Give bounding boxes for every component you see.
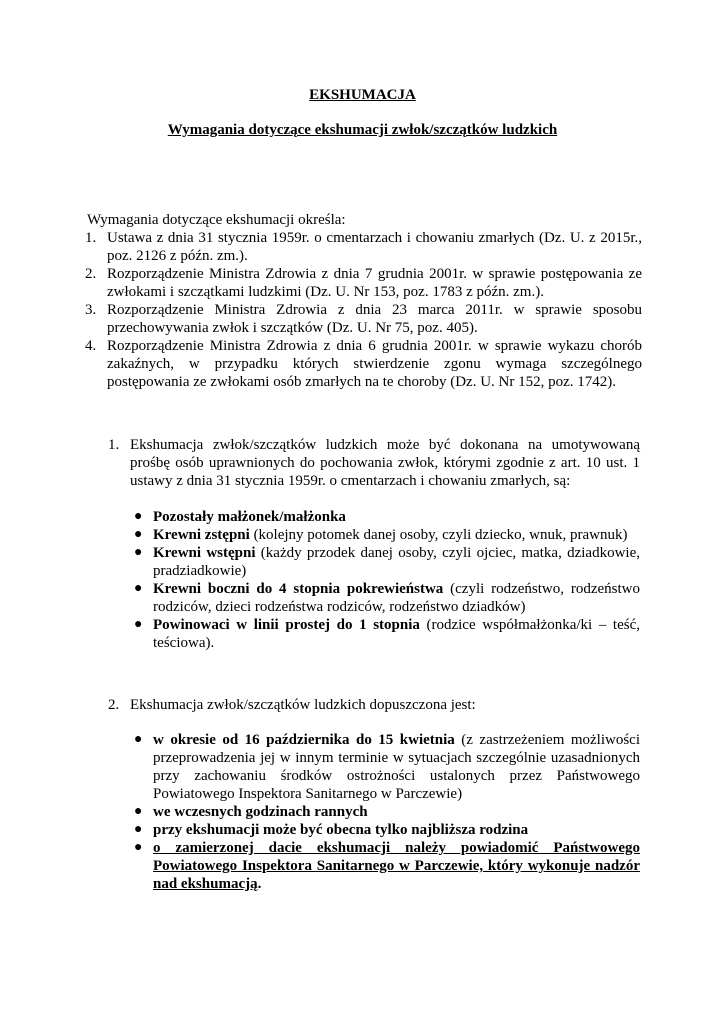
bullet-icon: ●	[134, 822, 143, 837]
list-item: ● Krewni boczni do 4 stopnia pokrewieństwa (czyli rodzeństwo, rodzeństwo rodziców, dzieci rodzeństwa rodziców, rodzeństwo dziadków)	[134, 581, 640, 615]
bullet-icon: ●	[134, 840, 143, 855]
list-item: 3. Rozporządzenie Ministra Zdrowia z dnia 23 marca 2011r. w sprawie sposobu przechowywania zwłok i szczątków (Dz. U. Nr 75, poz. 405).	[85, 302, 642, 336]
bullet-icon: ●	[134, 527, 143, 542]
bullet-icon: ●	[134, 617, 143, 632]
bullet-icon: ●	[134, 509, 143, 524]
legal-basis-lead: Wymagania dotyczące ekshumacji określa:	[87, 212, 346, 228]
list-item: ● Krewni zstępni (kolejny potomek danej osoby, czyli dziecko, wnuk, prawnuk)	[134, 527, 628, 543]
legal-basis	[87, 211, 642, 391]
list-item: ● Pozostały małżonek/małżonka	[134, 509, 346, 525]
authorized-persons-list	[108, 508, 640, 652]
bullet-icon: ●	[134, 732, 143, 747]
list-item: 2. Rozporządzenie Ministra Zdrowia z dnia 7 grudnia 2001r. w sprawie postępowania ze zwłokami i szczątkami ludzkimi (Dz. U. Nr 153, poz. 1783 z późn. zm.).	[85, 266, 642, 300]
document-subtitle: Wymagania dotyczące ekshumacji zwłok/szczątków ludzkich	[167, 122, 558, 138]
section-heading: 2. Ekshumacja zwłok/szczątków ludzkich dopuszczona jest:	[108, 697, 476, 713]
list-item: 1. Ustawa z dnia 31 stycznia 1959r. o cmentarzach i chowaniu zmarłych (Dz. U. z 2015r., poz. 2126 z późn. zm.).	[85, 230, 642, 264]
list-item: ● Krewni wstępni (każdy przodek danej osoby, czyli ojciec, matka, dziadkowie, pradziadkowie)	[134, 545, 640, 579]
section-heading: 1. Ekshumacja zwłok/szczątków ludzkich może być dokonana na umotywowaną prośbę osób uprawnionych do pochowania zwłok, którymi zgodnie z art. 10 ust. 1 ustawy z dnia 31 stycznia 1959r. o cmentarzach i chowaniu zmarłych, są:	[108, 437, 640, 489]
list-item: 4. Rozporządzenie Ministra Zdrowia z dnia 6 grudnia 2001r. w sprawie wykazu chorób zakaźnych, w przypadku których stwierdzenie zgonu wymaga szczególnego postępowania ze zwłokami osób zmarłych na te choroby (Dz. U. Nr 152, poz. 1742).	[85, 338, 642, 390]
list-item: ● o zamierzonej dacie ekshumacji należy powiadomić Państwowego Powiatowego Inspektora Sanitarnego w Parczewie, który wykonuje nadzór nad ekshumacją.	[134, 840, 640, 892]
bullet-icon: ●	[134, 804, 143, 819]
list-item: ● we wczesnych godzinach rannych	[134, 804, 368, 820]
list-item: ● w okresie od 16 października do 15 kwietnia (z zastrzeżeniem możliwości przeprowadzenia jej w innym terminie w sytuacjach szczególnie uzasadnionych przy zachowaniu środków ostrożności ustalonych przez Państwowego Powiatowego Inspektora Sanitarnego w Parczewie)	[134, 732, 640, 802]
bullet-icon: ●	[134, 581, 143, 596]
section-authorized-persons	[108, 436, 640, 652]
legal-basis-list	[87, 229, 642, 391]
conditions-list	[108, 731, 640, 893]
document-title: EKSHUMACJA	[309, 87, 416, 103]
section-conditions	[108, 696, 640, 893]
list-item: ● przy ekshumacji może być obecna tylko najbliższa rodzina	[134, 822, 529, 838]
bullet-icon: ●	[134, 545, 143, 560]
list-item: ● Powinowaci w linii prostej do 1 stopnia (rodzice współmałżonka/ki – teść, teściowa).	[134, 617, 640, 651]
